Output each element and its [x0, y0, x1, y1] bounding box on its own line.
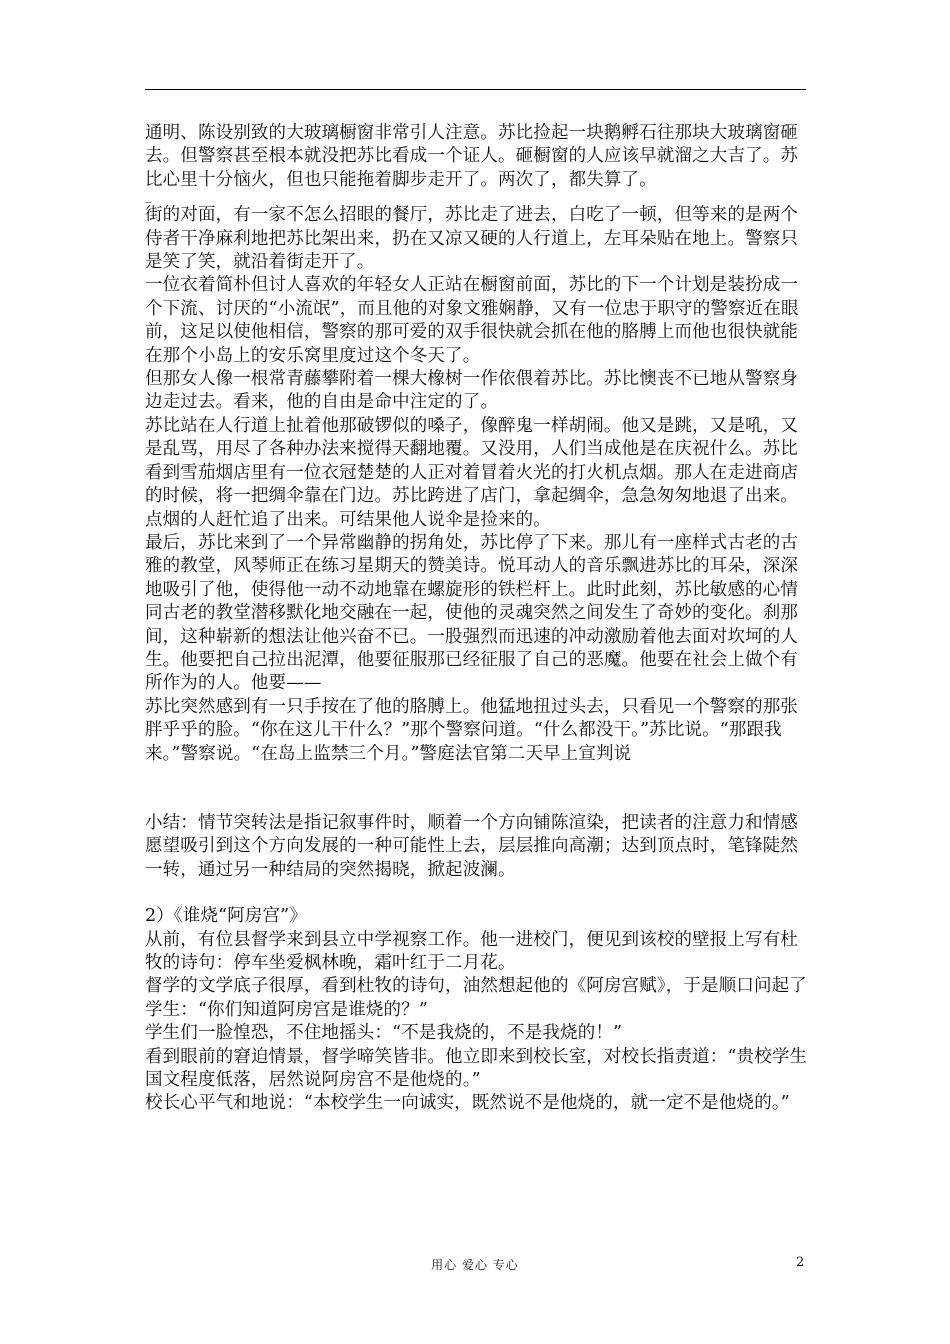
blank-space — [145, 882, 810, 905]
header-rule — [145, 89, 806, 90]
paragraph-umbrella: 苏比站在人行道上扯着他那破锣似的嗓子，像醉鬼一样胡闹。他又是跳，又是吼，又是乱骂，用尽了各种办法来搅得天翻地覆。又没用，人们当成他是在庆祝什么。苏比看到雪茄烟店里有一位衣冠楚楚的人正对着冒着火光的打火机点烟。那人在走进商店的时候，将一把绸伞靠在门边。苏比跨进了店门，拿起绸伞，急急匆匆地退了出来。点烟的人赶忙追了出来。可结果他人说伞是捡来的。 — [145, 415, 799, 530]
paragraph-inspector: 从前，有位县督学来到县立中学视察工作。他一进校门，便见到该校的壁报上写有杜牧的诗句：停车坐爱枫林晚，霜叶红于二月花。 — [145, 929, 799, 973]
paragraph-students: 学生们一脸惶恐，不住地摇头：“不是我烧的，不是我烧的！” — [145, 1023, 623, 1044]
page-number: 2 — [796, 1255, 805, 1270]
paragraph-principal-reply: 校长心平气和地说：“本校学生一向诚实，既然说不是他烧的，就一定不是他烧的。” — [145, 1093, 790, 1114]
paragraph-restaurant: 街的对面，有一家不怎么招眼的餐厅，苏比走了进去，白吃了一顿，但等来的是两个侍者干净麻利地把苏比架出来，扔在又凉又硬的人行道上，左耳朵贴在地上。警察只是笑了笑，就沿着街走开了。 — [145, 205, 799, 273]
paragraph-young-woman: 一位衣着简朴但讨人喜欢的年轻女人正站在橱窗前面，苏比的下一个计划是装扮成一个下流、讨厌的“小流氓”，而且他的对象文雅娴静，又有一位忠于职守的警察近在眼前，这足以使他相信，警察的那可爱的双手很快就会抓在他的胳膊上而他也很快就能在那个小岛上的安乐窝里度过这个冬天了。 — [145, 275, 799, 366]
paragraph-church: 最后，苏比来到了一个异常幽静的拐角处，苏比停了下来。那儿有一座样式古老的古雅的教堂，风琴师正在练习星期天的赞美诗。悦耳动人的音乐飘进苏比的耳朵，深深地吸引了他，使得他一动不动地靠在螺旋形的铁栏杆上。此时此刻，苏比敏感的心情同古老的教堂潜移默化地交融在一起，使他的灵魂突然之间发生了奇妙的变化。刹那间，这种崭新的想法让他兴奋不已。一股强烈而迅速的冲动激励着他去面对坎坷的人生。他要把自己拉出泥潭，他要征服那已经征服了自己的恶魔。他要在社会上做个有所作为的人。他要—— — [145, 532, 799, 694]
paragraph-question: 督学的文学底子很厚，看到杜牧的诗句，油然想起他的《阿房宫赋》，于是顺口问起了学生：“你们知道阿房宫是谁烧的？” — [145, 976, 807, 1020]
footer-motto: 用心 爱心 专心 — [431, 1258, 519, 1272]
paragraph-ivy: 但那女人像一根常青藤攀附着一棵大橡树一作依偎着苏比。苏比懊丧不已地从警察身边走过去。看来，他的自由是命中注定的了。 — [145, 369, 799, 413]
blank-space — [145, 766, 810, 812]
paragraph-window: 通明、陈设别致的大玻璃橱窗非常引人注意。苏比捡起一块鹅孵石往那块大玻璃窗砸去。但警察甚至根本就没把苏比看成一个证人。砸橱窗的人应该早就溜之大吉了。苏比心里十分恼火，但也只能拖着脚步走开了。两次了，都失算了。 — [145, 123, 799, 190]
document-body — [145, 122, 810, 1116]
underscore-mark: _ — [145, 189, 152, 204]
paragraph-arrest: 苏比突然感到有一只手按在了他的胳膊上。他猛地扭过头去，只看见一个警察的那张胖乎乎的脸。“你在这儿干什么？”那个警察问道。“什么都没干。”苏比说。“那跟我来。”警察说。“在岛上监禁三个月。”警庭法官第二天早上宣判说 — [145, 696, 799, 764]
paragraph-principal-office: 看到眼前的窘迫情景，督学啼笑皆非。他立即来到校长室，对校长指责道：“贵校学生国文程度低落，居然说阿房宫不是他烧的。” — [145, 1046, 808, 1091]
summary-paragraph: 小结：情节突转法是指记叙事件时，顺着一个方向铺陈渲染，把读者的注意力和情感愿望吸引到这个方向发展的一种可能性上去，层层推向高潮；达到顶点时，笔锋陡然一转，通过另一种结局的突然揭晓，掀起波澜。 — [145, 812, 799, 880]
story-title: 2）《谁烧“阿房宫”》 — [145, 906, 307, 927]
